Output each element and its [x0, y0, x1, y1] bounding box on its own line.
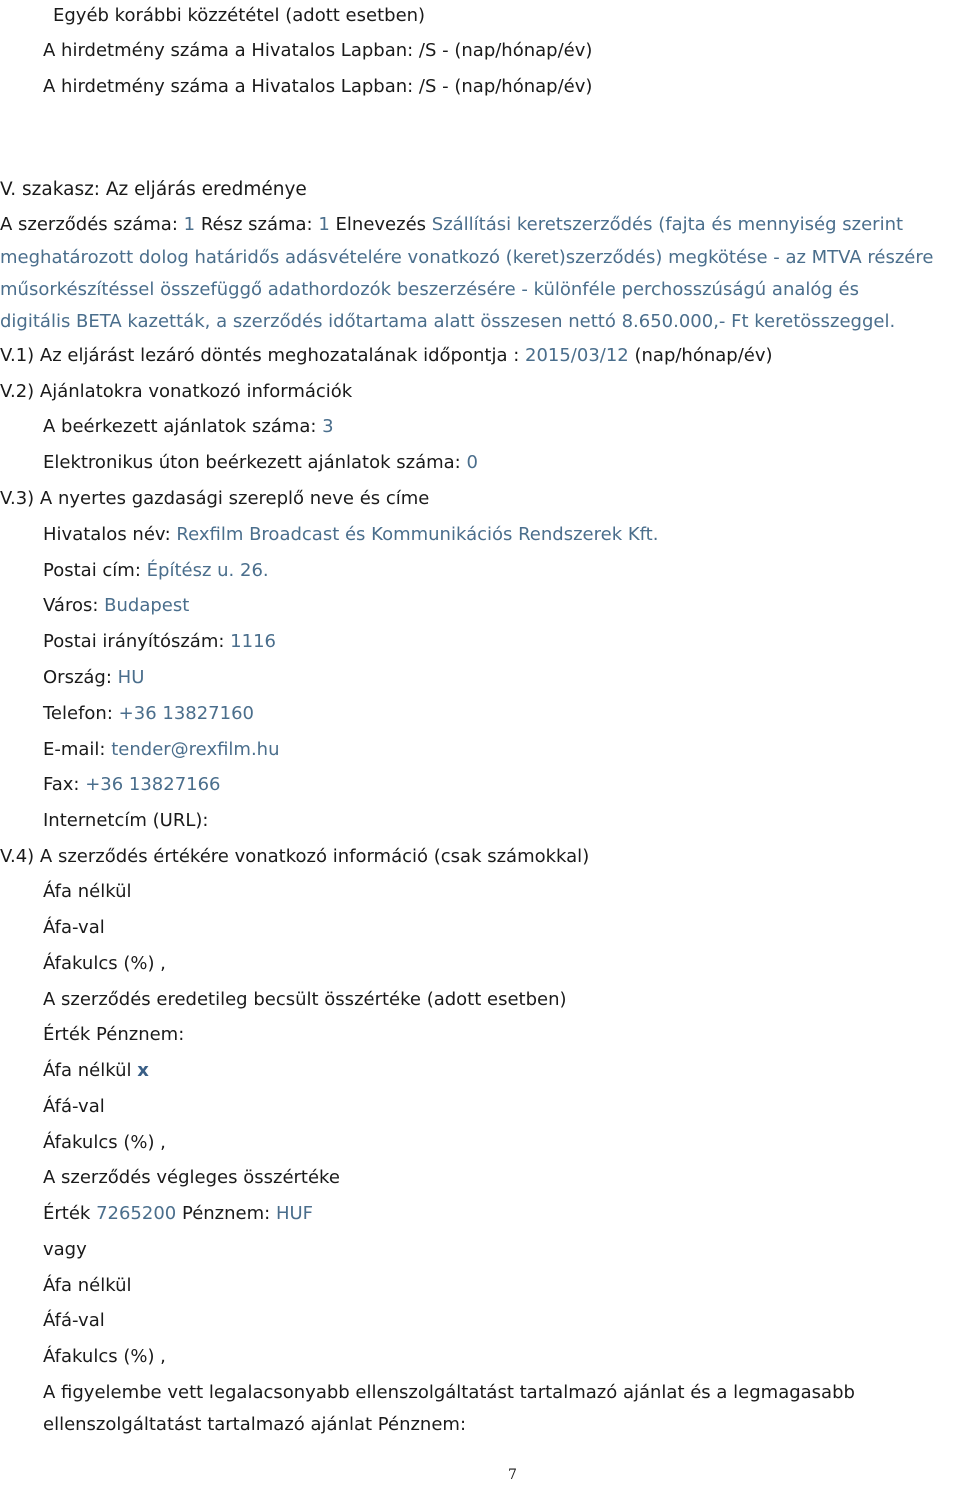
decision-date-value: 2015/03/12 — [525, 345, 629, 366]
city-label: Város: — [43, 595, 99, 616]
vat-rate-label: Áfakulcs (%) , — [43, 953, 166, 974]
vat-excl-x-line — [43, 1059, 149, 1083]
received-offers-value: 3 — [322, 416, 334, 437]
date-format: (nap/hónap/év) — [634, 345, 773, 366]
zip-label: Postai irányítószám: — [43, 631, 225, 652]
fax-label: Fax: — [43, 774, 80, 795]
range-label-line-1: A figyelembe vett legalacsonyabb ellenszolgáltatást tartalmazó ajánlat és a legmagasabb — [43, 1382, 855, 1403]
contract-number-label: A szerződés száma: — [0, 214, 178, 235]
value-amount: 7265200 — [96, 1203, 177, 1224]
vat-excl-label: Áfa nélkül — [43, 881, 132, 902]
contract-name-line-4: digitális BETA kazetták, a szerződés időtartama alatt összesen nettó 8.650.000,- Ft keretösszeggel. — [0, 311, 896, 332]
email-line — [43, 738, 280, 762]
address-line — [43, 559, 269, 583]
currency-value: HUF — [275, 1203, 314, 1224]
or-label: vagy — [43, 1239, 87, 1260]
value-currency-label: Érték Pénznem: — [43, 1024, 185, 1045]
electronic-offers-label: Elektronikus úton beérkezett ajánlatok száma: — [43, 452, 461, 473]
zip-line — [43, 630, 276, 654]
final-value-line — [43, 1202, 313, 1226]
address-value: Építész u. 26. — [146, 560, 269, 581]
vat-excl-label-2: Áfa nélkül — [43, 1060, 132, 1081]
vat-incl-label-2: Áfá-val — [43, 1096, 105, 1117]
address-label: Postai cím: — [43, 560, 141, 581]
contract-name-line-2: meghatározott dolog határidős adásvételére vonatkozó (keret)szerződés) megkötése - az MTVA részére — [0, 247, 934, 268]
country-line — [43, 666, 144, 690]
offers-info-title: V.2) Ajánlatokra vonatkozó információk — [0, 381, 353, 402]
notice-number-2: A hirdetmény száma a Hivatalos Lapban: /S - (nap/hónap/év) — [43, 76, 593, 97]
currency-label: Pénznem: — [181, 1203, 271, 1224]
section-title: V. szakasz: Az eljárás eredménye — [0, 179, 307, 200]
decision-date-label: V.1) Az eljárást lezáró döntés meghozatalának időpontja : — [0, 345, 520, 366]
vat-incl-label: Áfa-val — [43, 917, 105, 938]
email-label: E-mail: — [43, 739, 106, 760]
vat-rate-label-2: Áfakulcs (%) , — [43, 1132, 166, 1153]
official-name-value: Rexfilm Broadcast és Kommunikációs Rendszerek Kft. — [176, 524, 659, 545]
official-name-label: Hivatalos név: — [43, 524, 171, 545]
part-number-label: Rész száma: — [200, 214, 313, 235]
contract-value-title: V.4) A szerződés értékére vonatkozó információ (csak számokkal) — [0, 846, 590, 867]
email-value[interactable]: tender@rexfilm.hu — [111, 739, 280, 760]
country-value: HU — [117, 667, 145, 688]
contract-name-line-3: műsorkészítéssel összefüggő adathordozók beszerzésére - különféle perchosszúságú analóg és — [0, 279, 859, 300]
range-label-line-2: ellenszolgáltatást tartalmazó ajánlat Pénznem: — [43, 1414, 467, 1435]
electronic-offers-line — [43, 451, 478, 475]
country-label: Ország: — [43, 667, 112, 688]
vat-excl-label-3: Áfa nélkül — [43, 1275, 132, 1296]
city-value: Budapest — [104, 595, 190, 616]
phone-label: Telefon: — [43, 703, 113, 724]
contract-number-value: 1 — [183, 214, 196, 235]
winner-title: V.3) A nyertes gazdasági szereplő neve és címe — [0, 488, 430, 509]
estimated-value-label: A szerződés eredetileg becsült összértéke (adott esetben) — [43, 989, 567, 1010]
part-number-value: 1 — [318, 214, 330, 235]
city-line — [43, 594, 189, 618]
page-number: 7 — [508, 1467, 517, 1483]
received-offers-label: A beérkezett ajánlatok száma: — [43, 416, 317, 437]
vat-rate-label-3: Áfakulcs (%) , — [43, 1346, 166, 1367]
phone-line — [43, 702, 254, 726]
x-mark: x — [137, 1060, 149, 1081]
prev-publication-label: Egyéb korábbi közzététel (adott esetben) — [53, 5, 426, 26]
fax-line — [43, 773, 221, 797]
fax-value: +36 13827166 — [85, 774, 221, 795]
phone-value: +36 13827160 — [118, 703, 254, 724]
zip-value: 1116 — [230, 631, 276, 652]
notice-number-1: A hirdetmény száma a Hivatalos Lapban: /S - (nap/hónap/év) — [43, 40, 593, 61]
name-label: Elnevezés — [335, 214, 427, 235]
contract-line — [0, 213, 903, 237]
url-label: Internetcím (URL): — [43, 810, 209, 831]
contract-name-line-1: Szállítási keretszerződés (fajta és mennyiség szerint — [431, 214, 904, 235]
final-value-label: A szerződés végleges összértéke — [43, 1167, 340, 1188]
received-offers-line — [43, 415, 334, 439]
decision-date-line — [0, 344, 773, 368]
value-label: Érték — [43, 1203, 91, 1224]
official-name-line — [43, 523, 658, 547]
electronic-offers-value: 0 — [466, 452, 478, 473]
vat-incl-label-3: Áfá-val — [43, 1310, 105, 1331]
